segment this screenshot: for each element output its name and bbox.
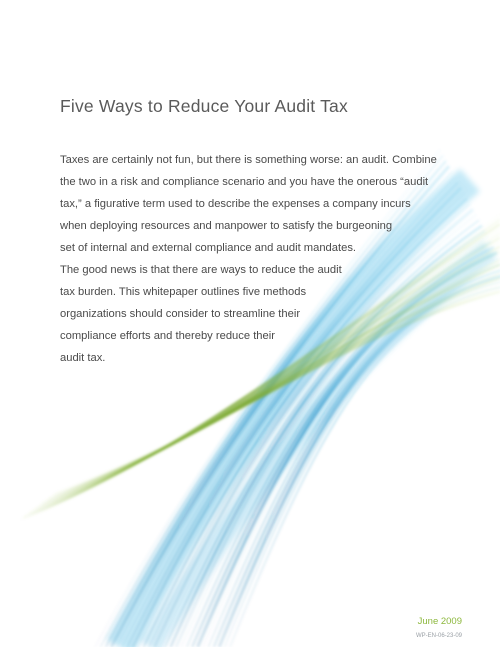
body-text-line: The good news is that there are ways to reduce the audit (60, 264, 342, 276)
body-text-line: when deploying resources and manpower to satisfy the burgeoning (60, 220, 393, 232)
document-id: WP-EN-06-23-09 (415, 633, 462, 639)
body-text-line: audit tax. (60, 352, 106, 364)
body-text-line: compliance efforts and thereby reduce their (60, 330, 275, 342)
body-text-line: Taxes are certainly not fun, but there is something worse: an audit. Combine (60, 154, 437, 166)
body-text-line: tax burden. This whitepaper outlines five methods (60, 286, 307, 298)
body-text-line: the two in a risk and compliance scenario and you have the onerous “audit (60, 176, 429, 188)
body-text-line: tax,” a figurative term used to describe the expenses a company incurs (60, 198, 411, 210)
document-title: Five Ways to Reduce Your Audit Tax (60, 96, 348, 116)
publication-date: June 2009 (417, 616, 462, 627)
body-text-line: set of internal and external compliance and audit mandates. (60, 242, 357, 254)
body-text-line: organizations should consider to streamline their (60, 308, 301, 320)
